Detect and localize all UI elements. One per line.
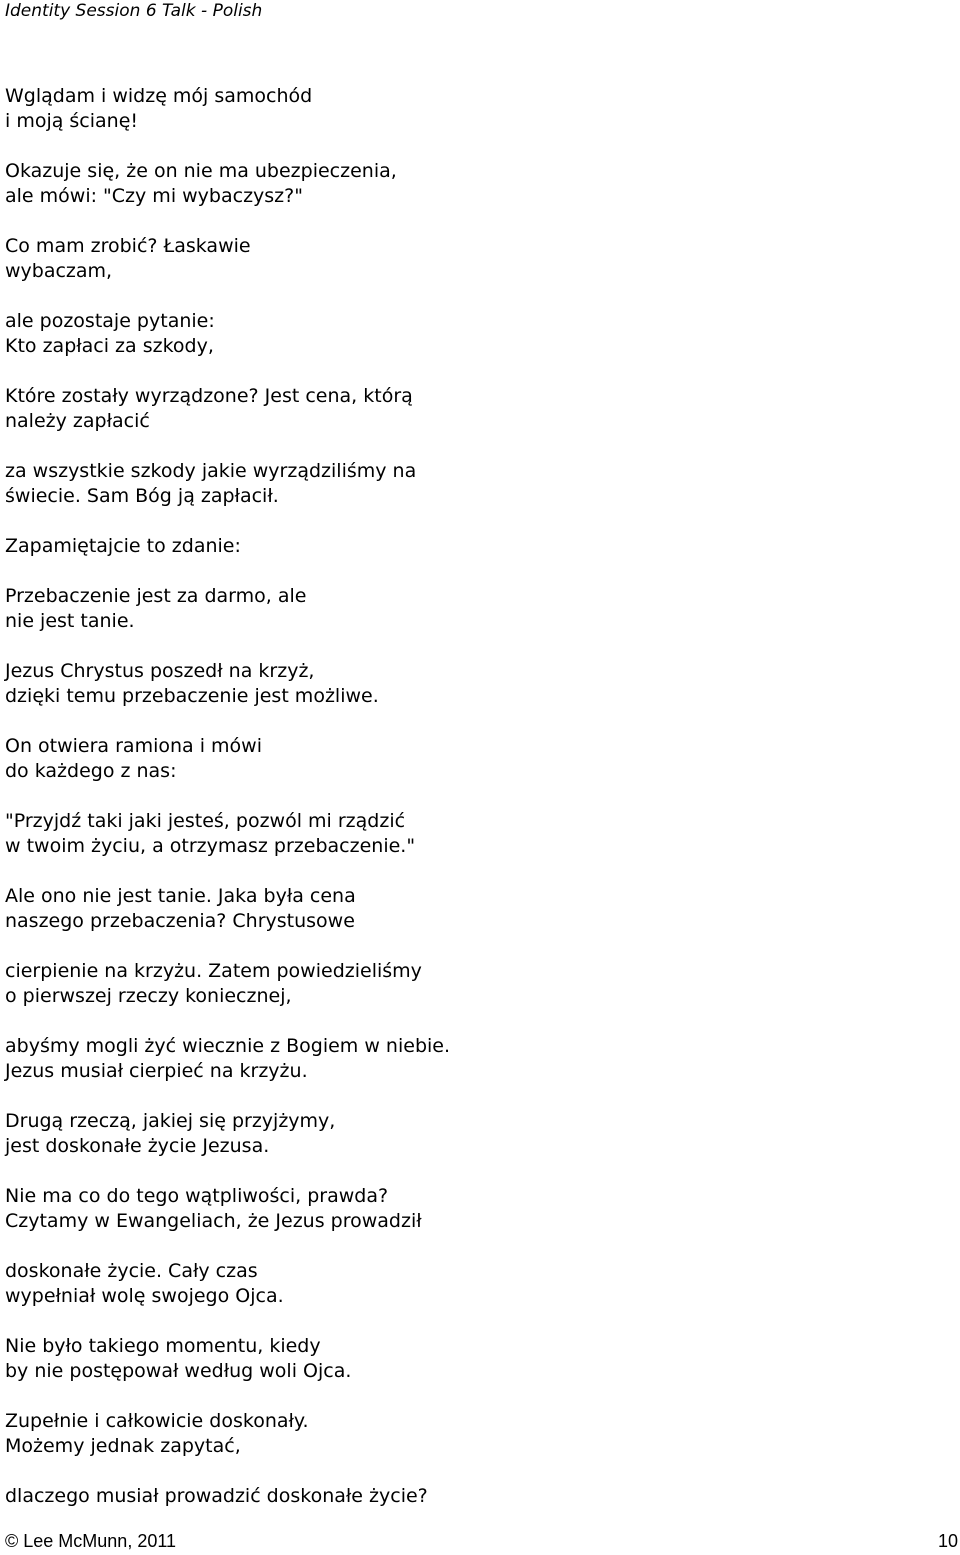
blank-line (5, 509, 945, 534)
text-line: abyśmy mogli żyć wiecznie z Bogiem w niebie. (5, 1035, 451, 1057)
blank-line (5, 1234, 945, 1259)
text-line: świecie. Sam Bóg ją zapłacił. (5, 485, 279, 507)
blank-line (5, 209, 945, 234)
text-line: Możemy jednak zapytać, (5, 1435, 241, 1457)
text-line: doskonałe życie. Cały czas (5, 1260, 258, 1282)
text-line: za wszystkie szkody jakie wyrządziliśmy na (5, 460, 417, 482)
blank-line (5, 559, 945, 584)
text-line: i moją ścianę! (5, 110, 139, 132)
text-line: On otwiera ramiona i mówi (5, 735, 262, 757)
text-line: ale pozostaje pytanie: (5, 310, 215, 332)
document-footer (5, 1530, 958, 1552)
text-line: w twoim życiu, a otrzymasz przebaczenie." (5, 835, 416, 857)
text-line: ale mówi: "Czy mi wybaczysz?" (5, 185, 303, 207)
text-line: do każdego z nas: (5, 760, 177, 782)
text-line: Czytamy w Ewangeliach, że Jezus prowadził (5, 1210, 422, 1232)
text-line: Nie ma co do tego wątpliwości, prawda? (5, 1185, 389, 1207)
blank-line (5, 709, 945, 734)
blank-line (5, 434, 945, 459)
text-line: o pierwszej rzeczy koniecznej, (5, 985, 292, 1007)
blank-line (5, 1459, 945, 1484)
text-line: Okazuje się, że on nie ma ubezpieczenia, (5, 160, 397, 182)
blank-line (5, 634, 945, 659)
blank-line (5, 934, 945, 959)
blank-line (5, 784, 945, 809)
document-title: Identity Session 6 Talk - Polish (5, 1, 263, 21)
text-line: Przebaczenie jest za darmo, ale (5, 585, 307, 607)
blank-line (5, 1159, 945, 1184)
text-line: Co mam zrobić? Łaskawie (5, 235, 251, 257)
text-line: by nie postępował według woli Ojca. (5, 1360, 352, 1382)
text-line: "Przyjdź taki jaki jesteś, pozwól mi rządzić (5, 810, 406, 832)
text-line: nie jest tanie. (5, 610, 135, 632)
document-header (5, 0, 262, 22)
text-line: Nie było takiego momentu, kiedy (5, 1335, 321, 1357)
text-line: dzięki temu przebaczenie jest możliwe. (5, 685, 379, 707)
blank-line (5, 284, 945, 309)
text-line: dlaczego musiał prowadzić doskonałe życie? (5, 1485, 428, 1507)
text-line: Zupełnie i całkowicie doskonały. (5, 1410, 309, 1432)
page-number: 10 (937, 1531, 958, 1551)
copyright-notice: © Lee McMunn, 2011 (5, 1531, 177, 1551)
text-line: Ale ono nie jest tanie. Jaka była cena (5, 885, 356, 907)
text-line: Drugą rzeczą, jakiej się przyjżymy, (5, 1110, 336, 1132)
text-line: jest doskonałe życie Jezusa. (5, 1135, 270, 1157)
blank-line (5, 359, 945, 384)
text-line: Jezus musiał cierpieć na krzyżu. (5, 1060, 308, 1082)
blank-line (5, 1309, 945, 1334)
text-line: naszego przebaczenia? Chrystusowe (5, 910, 355, 932)
text-line: cierpienie na krzyżu. Zatem powiedzieliśmy (5, 960, 422, 982)
text-line: należy zapłacić (5, 410, 150, 432)
blank-line (5, 134, 945, 159)
document-body (5, 84, 945, 1509)
blank-line (5, 1009, 945, 1034)
text-line: Jezus Chrystus poszedł na krzyż, (5, 660, 315, 682)
text-line: Wglądam i widzę mój samochód (5, 85, 313, 107)
blank-line (5, 1084, 945, 1109)
blank-line (5, 1384, 945, 1409)
blank-line (5, 859, 945, 884)
text-line: Kto zapłaci za szkody, (5, 335, 214, 357)
text-line: wybaczam, (5, 260, 113, 282)
text-line: Zapamiętajcie to zdanie: (5, 535, 241, 557)
text-line: Które zostały wyrządzone? Jest cena, którą (5, 385, 413, 407)
text-line: wypełniał wolę swojego Ojca. (5, 1285, 284, 1307)
